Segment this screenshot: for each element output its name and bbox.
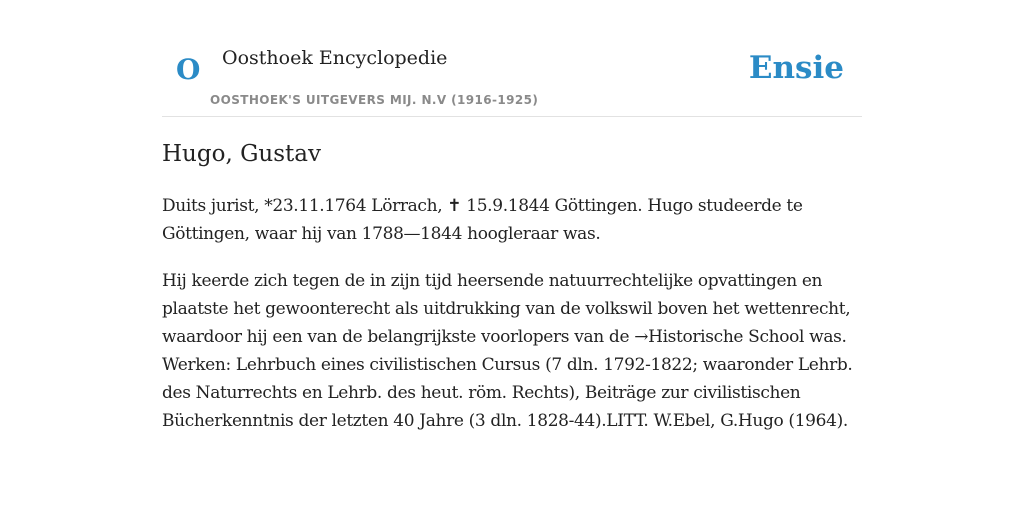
- entry-paragraph-biography: Duits jurist, *23.11.1764 Lörrach, ✝ 15.9.1844 Göttingen. Hugo studeerde te Göttingen, waar hij van 1788—1844 hoogleraar was.: [162, 196, 803, 244]
- site-logo[interactable]: O: [176, 53, 201, 86]
- entry-title: Hugo, Gustav: [162, 141, 322, 167]
- entry-paragraph-works: Hij keerde zich tegen de in zijn tijd heersende natuurrechtelijke opvattingen en plaatste het gewoonterecht als uitdrukking van de volkswil boven het wettenrecht, waardoor hij een van de belangrijkste voorlopers van de →Historische School was. Werken: Lehrbuch eines civilistischen Cursus (7 dln. 1792-1822; waaronder Lehrb. des Naturrechts en Lehrb. des heut. röm. Rechts), Beiträge zur civilistischen Bücherkenntnis der letzten 40 Jahre (3 dln. 1828-44).LITT. W.Ebel, G.Hugo (1964).: [162, 271, 853, 431]
- publisher-label: OOSTHOEK'S UITGEVERS MIJ. N.V (1916-1925): [210, 93, 539, 107]
- entry-content: [162, 138, 868, 454]
- site-header: [162, 30, 862, 117]
- site-title[interactable]: Oosthoek Encyclopedie: [222, 47, 448, 69]
- ensie-brand-link[interactable]: Ensie: [748, 50, 844, 86]
